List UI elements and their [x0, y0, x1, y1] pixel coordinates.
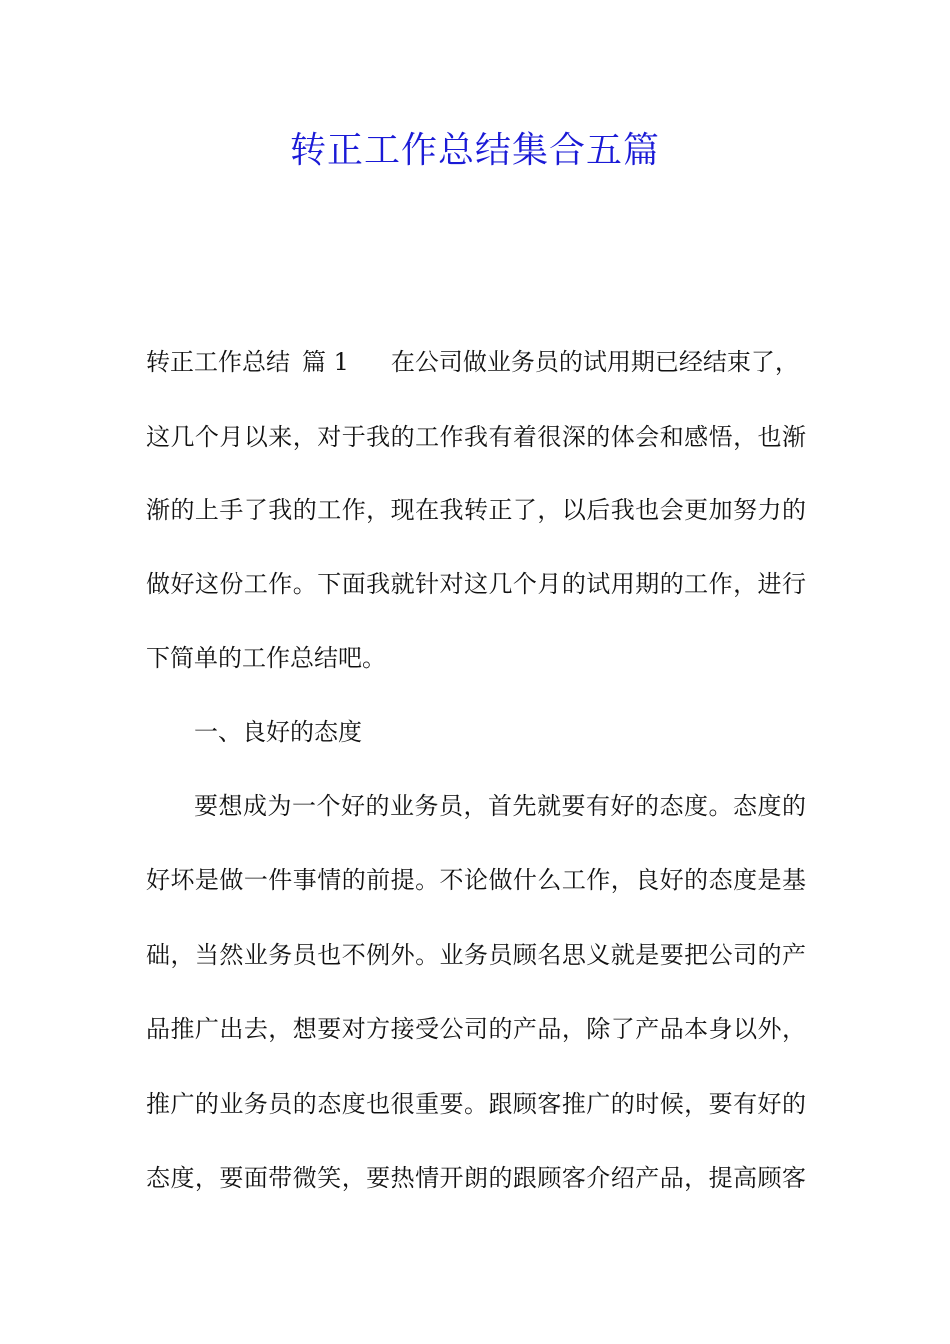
paragraph-line-6: 要想成为一个好的业务员，首先就要有好的态度。态度的 — [194, 792, 806, 820]
page-title: 转正工作总结集合五篇 — [289, 130, 660, 171]
section-heading: 转正工作总结 — [146, 348, 290, 376]
paragraph-line-3: 渐的上手了我的工作，现在我转正了，以后我也会更加努力的 — [146, 496, 806, 524]
section-number: 篇 1 — [302, 348, 349, 376]
paragraph-line-10: 推广的业务员的态度也很重要。跟顾客推广的时候，要有好的 — [146, 1090, 806, 1118]
paragraph-line-2: 这几个月以来，对于我的工作我有着很深的体会和感悟，也渐 — [146, 423, 806, 451]
paragraph-line-5: 下简单的工作总结吧。 — [146, 644, 386, 672]
paragraph-line-9: 品推广出去，想要对方接受公司的产品，除了产品本身以外， — [146, 1015, 806, 1043]
paragraph-line-7: 好坏是做一件事情的前提。不论做什么工作，良好的态度是基 — [146, 866, 806, 894]
paragraph-line-8: 础，当然业务员也不例外。业务员顾名思义就是要把公司的产 — [146, 941, 806, 969]
paragraph-line-4: 做好这份工作。下面我就针对这几个月的试用期的工作，进行 — [146, 570, 806, 598]
paragraph-line-1 — [146, 344, 806, 380]
subsection-heading: 一、良好的态度 — [194, 718, 362, 746]
paragraph-text: 在公司做业务员的试用期已经结束了， — [390, 348, 799, 376]
paragraph-line-11: 态度，要面带微笑，要热情开朗的跟顾客介绍产品，提高顾客 — [146, 1164, 806, 1192]
